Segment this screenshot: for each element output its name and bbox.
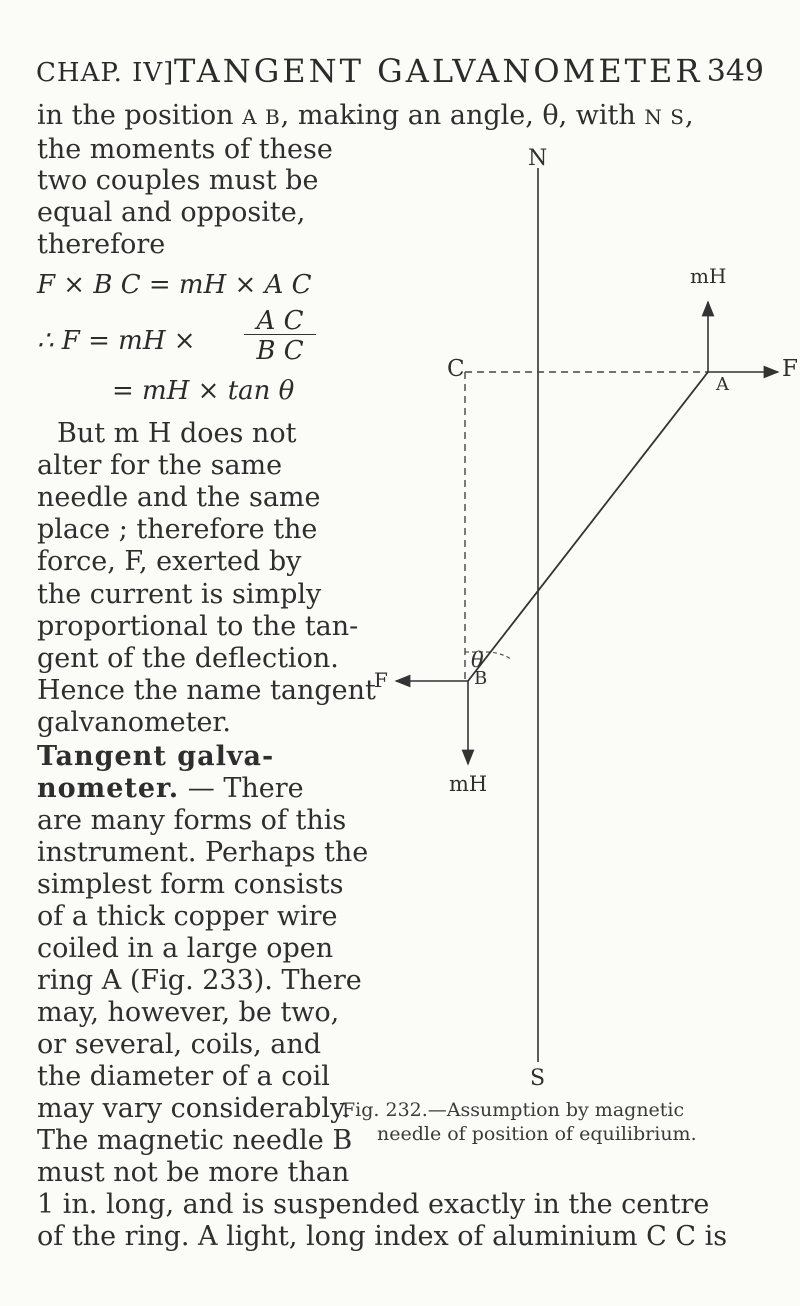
para1-line: force, F, exerted by <box>37 546 302 577</box>
figure-caption-line-1: Fig. 232.—Assumption by magnetic <box>342 1099 685 1121</box>
intro-line-4: equal and opposite, <box>37 197 306 228</box>
para2-line: of a thick copper wire <box>37 901 338 932</box>
para2-line: coiled in a large open <box>37 933 334 964</box>
running-title: TANGENT GALVANOMETER <box>174 52 703 90</box>
section-heading-line-1: Tangent galva- <box>37 741 275 772</box>
figure-label-f-left: F <box>374 668 388 692</box>
intro-line-3: two couples must be <box>37 165 319 196</box>
equation-1: F × B C = mH × A C <box>37 270 312 300</box>
para2-line: are many forms of this <box>37 805 347 836</box>
equation-3: = mH × tan θ <box>112 376 295 406</box>
figure-label-c: C <box>447 356 465 382</box>
para2-line: the diameter of a coil <box>37 1061 330 1092</box>
para2-line: may, however, be two, <box>37 997 340 1028</box>
para2-line: ring A (Fig. 233). There <box>37 965 362 996</box>
figure-caption-line-2: needle of position of equilibrium. <box>377 1123 697 1145</box>
figure-label-f-right: F <box>782 356 798 382</box>
figure-label-theta: θ <box>471 648 484 672</box>
chapter-label: CHAP. IV] <box>36 58 175 88</box>
para1-line: But m H does not <box>57 418 297 449</box>
para2-line: or several, coils, and <box>37 1029 322 1060</box>
needle-line-ab <box>468 372 708 681</box>
figure-label-a: A <box>716 374 729 395</box>
intro-line-2: the moments of these <box>37 134 333 165</box>
section-heading-line-2: nometer. — There <box>37 773 304 804</box>
para2-line: simplest form consists <box>37 869 344 900</box>
para1-line: the current is simply <box>37 579 322 610</box>
para2-line: The magnetic needle B <box>37 1125 353 1156</box>
para1-line: place ; therefore the <box>37 514 318 545</box>
equation-2-numerator: A C <box>244 308 316 335</box>
para2-line: instrument. Perhaps the <box>37 837 369 868</box>
full-line-2: of the ring. A light, long index of aluminium C C is <box>37 1221 728 1252</box>
para1-line: proportional to the tan- <box>37 611 359 642</box>
intro-line-1: in the position A B, making an angle, θ, with N S, <box>37 100 694 131</box>
para1-line: galvanometer. <box>37 707 231 738</box>
figure-label-mh-top: mH <box>690 264 727 288</box>
page-number: 349 <box>706 54 764 89</box>
full-line-1: 1 in. long, and is suspended exactly in the centre <box>37 1189 710 1220</box>
para1-line: alter for the same <box>37 450 283 481</box>
para2-line: may vary considerably. <box>37 1093 351 1124</box>
equation-2-lhs: ∴ F = mH × <box>37 326 196 356</box>
para1-line: Hence the name tangent <box>37 675 376 706</box>
para2-line: must not be more than <box>37 1157 350 1188</box>
figure-label-n: N <box>528 146 548 171</box>
figure-label-s: S <box>530 1066 546 1091</box>
para1-line: needle and the same <box>37 482 321 513</box>
figure-label-b: B <box>474 668 488 689</box>
intro-line-5: therefore <box>37 229 166 260</box>
figure-label-mh-bottom: mH <box>449 772 488 796</box>
para1-line: gent of the deflection. <box>37 643 339 674</box>
equation-2-denominator: B C <box>256 336 304 366</box>
